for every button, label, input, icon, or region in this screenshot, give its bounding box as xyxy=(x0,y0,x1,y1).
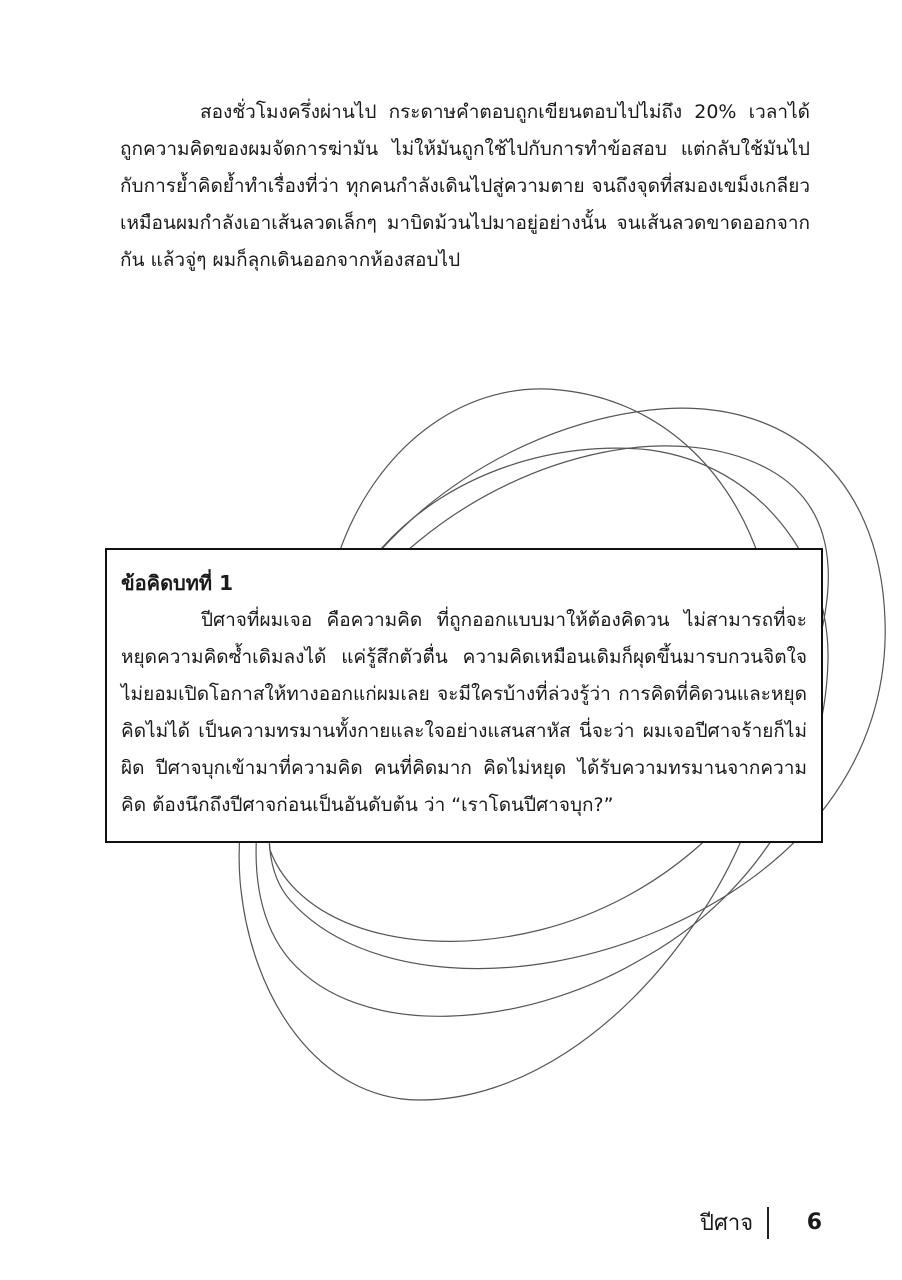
footer-divider xyxy=(767,1207,769,1239)
body-paragraph: สองชั่วโมงครึ่งผ่านไป กระดาษคำตอบถูกเขียนตอบไปไม่ถึง 20% เวลาได้ถูกความคิดของผมจัดการฆ่ามัน ไม่ให้มันถูกใช้ไปกับการทำข้อสอบ แต่กลับใช้มันไปกับการย้ำคิดย้ำทำเรื่องที่ว่า ทุกคนกำลังเดินไปสู่ความตาย จนถึงจุดที่สมองเขม็งเกลียว เหมือนผมกำลังเอาเส้นลวดเล็กๆ มาบิดม้วนไปมาอยู่อย่างนั้น จนเส้นลวดขาดออกจากกัน แล้วจู่ๆ ผมก็ลุกเดินออกจากห้องสอบไป xyxy=(120,101,810,271)
page-footer xyxy=(700,1205,822,1240)
reflection-text: ปีศาจที่ผมเจอ คือความคิด ที่ถูกออกแบบมาให้ต้องคิดวน ไม่สามารถที่จะหยุดความคิดซ้ำเดิมลงได้ แค่รู้สึกตัวตื่น ความคิดเหมือนเดิมก็ผุดขึ้นมารบกวนจิตใจ ไม่ยอมเปิดโอกาสให้ทางออกแก่ผมเลย จะมีใครบ้างที่ล่วงรู้ว่า การคิดที่คิดวนและหยุดคิดไม่ได้ เป็นความทรมานทั้งกายและใจอย่างแสนสาหัส นี่จะว่า ผมเจอปีศาจร้ายก็ไม่ผิด ปีศาจบุกเข้ามาที่ความคิด คนที่คิดมาก คิดไม่หยุด ได้รับความทรมานจากความคิด ต้องนึกถึงปีศาจก่อนเป็นอันดับต้น ว่า “เราโดนปีศาจบุก?” xyxy=(121,609,807,816)
reflection-box xyxy=(105,548,823,843)
book-title: ปีศาจ xyxy=(700,1211,754,1236)
reflection-title: ข้อคิดบทที่ 1 xyxy=(121,571,233,595)
page-number: 6 xyxy=(806,1210,822,1235)
